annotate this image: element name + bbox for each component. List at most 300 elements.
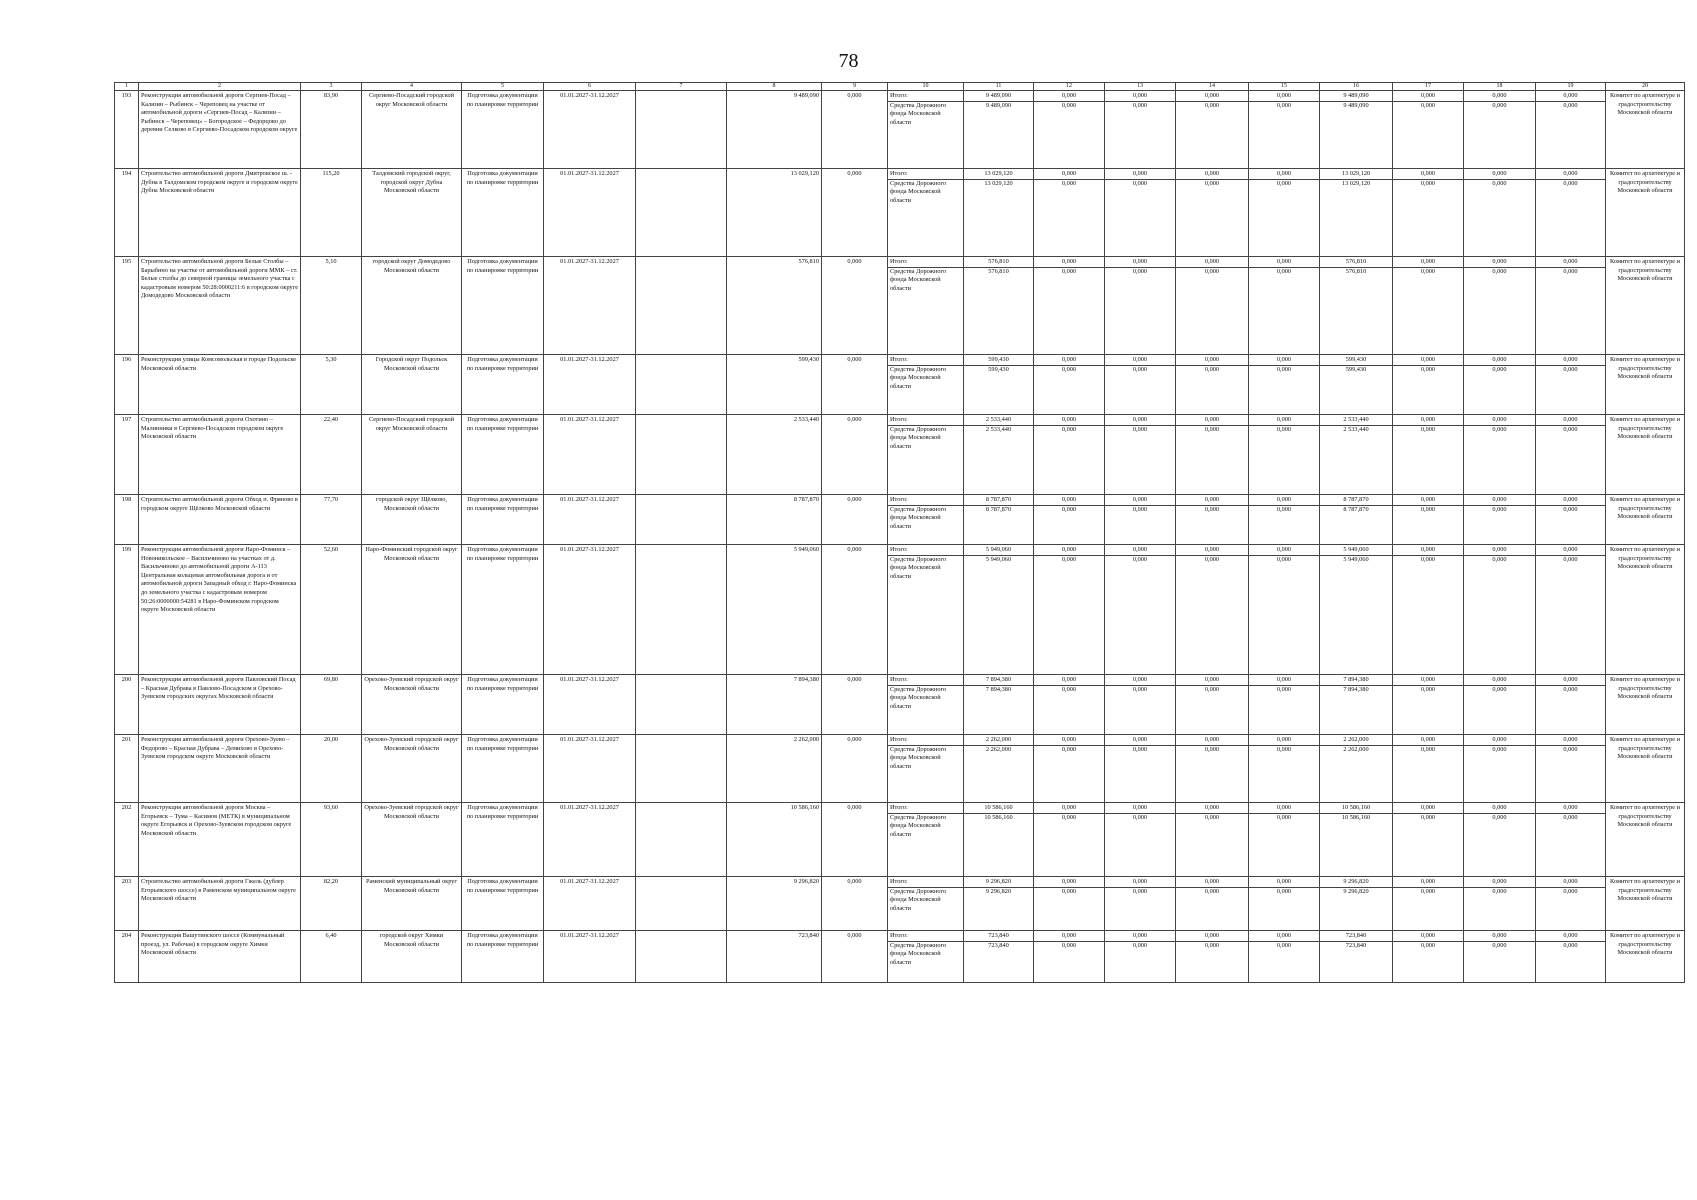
estimated-cost [727,545,822,675]
year-amount [1249,545,1320,675]
object-name [139,877,301,931]
fund-value: 723,840 [988,941,1009,949]
year-amount [1176,803,1249,877]
row-number-text: 198 [121,496,132,503]
year-amount [1536,803,1606,877]
row-number-text: 195 [121,258,132,265]
total-value: 0,000 [1132,878,1148,885]
col-header: 15 [1249,83,1320,91]
work-stage-text: Подготовка документации по планировке территории [466,736,539,752]
year-amount [1249,877,1320,931]
fund-value: 0,000 [1061,555,1077,563]
total-value: 0,000 [1061,416,1077,423]
funding-source-label: Средства Дорожного фонда Московской области [890,505,947,530]
municipality-text: Наро-Фоминский городской округ Московской области [365,546,458,562]
funding-source-label: Средства Дорожного фонда Московской области [890,941,947,966]
total-amount [964,495,1034,545]
total-amount [964,545,1034,675]
row-number-text: 196 [121,356,132,363]
table-row [115,931,1685,983]
responsible-body-text: Комитет по архитектуре и градостроительству Московской области [1610,356,1680,381]
funding-source [888,91,964,169]
total-value: 0,000 [1061,546,1077,553]
funding-source [888,355,964,415]
fund-value: 0,000 [1563,887,1578,895]
year-amount [1034,495,1105,545]
total-value: 0,000 [1492,676,1507,683]
financed-amount-text: 0,000 [847,804,862,811]
work-period [544,675,636,735]
fund-value: 0,000 [1563,101,1578,109]
capacity [301,735,362,803]
municipality [362,877,462,931]
total-value: 723,840 [1345,932,1367,939]
fund-value: 0,000 [1420,685,1436,693]
capacity [301,545,362,675]
total-value: 0,000 [1492,258,1507,265]
year-amount [1105,877,1176,931]
empty-cell [636,169,727,257]
capacity-text: 20,00 [323,736,339,743]
total-label: Итого: [890,496,908,503]
municipality-text: городской округ Домодедово Московской области [372,258,451,274]
municipality [362,169,462,257]
table-row [115,91,1685,169]
funding-source [888,495,964,545]
fund-value: 576,810 [988,267,1009,275]
year-amount [1249,735,1320,803]
work-period [544,803,636,877]
municipality-text: Городской округ Подольск Московской области [375,356,448,372]
work-period-text: 01.01.2027-31.12.2027 [560,496,619,503]
total-amount [964,415,1034,495]
year-amount [1536,355,1606,415]
municipality-text: Сергиево-Посадский городской округ Московской области [369,92,454,108]
work-period [544,877,636,931]
financed-amount-text: 0,000 [847,878,862,885]
total-value: 2 262,000 [985,736,1012,743]
year-amount [1105,415,1176,495]
object-name-text: Реконструкция автомобильной дороги Сергиев-Посад – Калязин – Рыбинск – Череповец на участке от автомобильной дороги «Сергиев-Посад – Калязин – Рыбинск – Череповец» – Богородское – Федорцово до деревни Селково в Сергиево-Посадском городском округе [141,92,298,134]
estimated-cost-text: 13 029,120 [790,170,819,177]
year-amount [1393,355,1464,415]
total-value: 0,000 [1492,804,1507,811]
fund-value: 0,000 [1276,887,1292,895]
capacity-text: 52,60 [323,546,339,553]
total-value: 7 894,380 [1343,676,1369,683]
estimated-cost [727,931,822,983]
work-stage-text: Подготовка документации по планировке территории [466,92,539,108]
col-header: 8 [727,83,822,91]
table-row [115,803,1685,877]
total-value: 599,430 [1345,356,1367,363]
table-row [115,545,1685,675]
total-value: 0,000 [1420,676,1436,683]
year-amount [1393,803,1464,877]
financed-amount [822,877,888,931]
row-number [115,355,139,415]
year-amount [1249,675,1320,735]
total-value: 0,000 [1492,878,1507,885]
fund-value: 0,000 [1563,505,1578,513]
fund-value: 0,000 [1492,101,1507,109]
empty-cell [636,735,727,803]
total-value: 0,000 [1276,546,1292,553]
financed-amount [822,545,888,675]
year-amount [1034,877,1105,931]
fund-value: 9 489,090 [1343,101,1369,109]
total-value: 0,000 [1420,878,1436,885]
year-amount [1105,91,1176,169]
work-stage-text: Подготовка документации по планировке территории [466,258,539,274]
total-value: 0,000 [1563,736,1578,743]
total-value: 0,000 [1420,932,1436,939]
total-value: 723,840 [988,932,1009,939]
fund-value: 0,000 [1061,101,1077,109]
municipality-text: Орехово-Зуевский городской округ Московской области [364,736,459,752]
capacity-text: 5,30 [325,356,337,363]
empty-cell [636,675,727,735]
work-stage [462,257,544,355]
fund-value: 0,000 [1132,813,1148,821]
total-value: 0,000 [1132,736,1148,743]
col-header: 11 [964,83,1034,91]
responsible-body-text: Комитет по архитектуре и градостроительству Московской области [1610,736,1680,761]
total-value: 0,000 [1276,496,1292,503]
funding-source-label: Средства Дорожного фонда Московской области [890,685,947,710]
budget-table [114,82,1685,983]
object-name [139,675,301,735]
total-value: 0,000 [1204,416,1220,423]
financed-amount [822,803,888,877]
year-amount [1034,735,1105,803]
responsible-body [1606,91,1685,169]
row-number-text: 199 [121,546,132,553]
total-value: 0,000 [1420,170,1436,177]
fund-value: 9 296,820 [985,887,1012,895]
fund-value: 576,810 [1345,267,1367,275]
empty-cell [636,495,727,545]
object-name-text: Строительство автомобильной дороги Обход п. Фряново в городском округе Щёлково Московской области [141,496,298,512]
work-stage [462,877,544,931]
fund-value: 9 489,090 [985,101,1012,109]
fund-value: 0,000 [1276,505,1292,513]
object-name [139,91,301,169]
capacity [301,355,362,415]
work-stage-text: Подготовка документации по планировке территории [466,496,539,512]
work-period-text: 01.01.2027-31.12.2027 [560,170,619,177]
responsible-body [1606,931,1685,983]
work-stage [462,495,544,545]
total-value: 9 296,820 [985,878,1012,885]
fund-value: 0,000 [1420,101,1436,109]
year-amount [1393,545,1464,675]
funding-source [888,169,964,257]
fund-value: 0,000 [1061,887,1077,895]
work-stage [462,735,544,803]
year-amount [1249,91,1320,169]
col-header: 9 [822,83,888,91]
responsible-body [1606,169,1685,257]
responsible-body-text: Комитет по архитектуре и градостроительству Московской области [1610,878,1680,903]
total-value: 9 296,820 [1343,878,1369,885]
responsible-body-text: Комитет по архитектуре и градостроительству Московской области [1610,932,1680,957]
total-amount [964,91,1034,169]
funding-source-label: Средства Дорожного фонда Московской области [890,745,947,770]
fund-value: 0,000 [1420,813,1436,821]
table-row [115,735,1685,803]
work-period-text: 01.01.2027-31.12.2027 [560,258,619,265]
estimated-cost-text: 9 296,820 [793,878,819,885]
total-value: 0,000 [1061,736,1077,743]
year-amount [1105,735,1176,803]
fund-value: 0,000 [1204,505,1220,513]
col-header: 3 [301,83,362,91]
year-2027-amount [1320,877,1393,931]
year-amount [1034,257,1105,355]
financed-amount-text: 0,000 [847,170,862,177]
year-amount [1034,803,1105,877]
estimated-cost-text: 723,840 [798,932,819,939]
total-label: Итого: [890,804,908,811]
financed-amount-text: 0,000 [847,496,862,503]
work-stage [462,91,544,169]
capacity [301,257,362,355]
total-amount [964,877,1034,931]
total-label: Итого: [890,258,908,265]
row-number [115,545,139,675]
object-name-text: Реконструкция автомобильной дороги Орехово-Зуево – Федорово – Красная Дубрава – Демихово в Орехово-Зуевском городском округе Московской области [141,736,290,761]
year-amount [1464,91,1536,169]
fund-value: 599,430 [1345,365,1367,373]
total-value: 0,000 [1563,258,1578,265]
total-value: 0,000 [1132,356,1148,363]
financed-amount [822,91,888,169]
funding-source [888,257,964,355]
capacity-text: 83,90 [323,92,339,99]
total-value: 576,810 [1345,258,1367,265]
funding-source [888,735,964,803]
year-amount [1105,803,1176,877]
col-header: 13 [1105,83,1176,91]
fund-value: 0,000 [1276,425,1292,433]
fund-value: 0,000 [1204,365,1220,373]
fund-value: 0,000 [1420,745,1436,753]
fund-value: 0,000 [1492,179,1507,187]
municipality-text: Орехово-Зуевский городской округ Московской области [364,804,459,820]
total-value: 2 262,000 [1343,736,1369,743]
total-value: 0,000 [1061,676,1077,683]
total-value: 0,000 [1563,416,1578,423]
year-amount [1393,257,1464,355]
empty-cell [636,877,727,931]
fund-value: 0,000 [1132,179,1148,187]
financed-amount-text: 0,000 [847,92,862,99]
work-stage-text: Подготовка документации по планировке территории [466,170,539,186]
total-amount [964,735,1034,803]
fund-value: 0,000 [1061,813,1077,821]
year-2027-amount [1320,675,1393,735]
row-number-text: 202 [121,804,132,811]
year-amount [1034,91,1105,169]
year-amount [1176,877,1249,931]
fund-value: 0,000 [1276,267,1292,275]
total-value: 0,000 [1276,736,1292,743]
col-header: 19 [1536,83,1606,91]
funding-source-label: Средства Дорожного фонда Московской области [890,813,947,838]
total-value: 5 949,060 [985,546,1012,553]
year-amount [1034,355,1105,415]
col-header: 1 [115,83,139,91]
funding-source [888,675,964,735]
table-row [115,257,1685,355]
fund-value: 0,000 [1061,505,1077,513]
total-label: Итого: [890,932,908,939]
fund-value: 0,000 [1492,365,1507,373]
financed-amount [822,931,888,983]
fund-value: 0,000 [1492,745,1507,753]
fund-value: 10 586,160 [1341,813,1371,821]
year-amount [1393,495,1464,545]
work-period [544,355,636,415]
fund-value: 0,000 [1204,179,1220,187]
total-value: 599,430 [988,356,1009,363]
table-row [115,415,1685,495]
year-amount [1536,545,1606,675]
row-number [115,735,139,803]
capacity-text: 77,70 [323,496,339,503]
year-amount [1393,675,1464,735]
fund-value: 0,000 [1420,555,1436,563]
fund-value: 0,000 [1204,101,1220,109]
object-name [139,355,301,415]
year-amount [1393,91,1464,169]
financed-amount [822,495,888,545]
fund-value: 7 894,380 [985,685,1012,693]
estimated-cost-text: 8 787,870 [793,496,819,503]
total-amount [964,675,1034,735]
fund-value: 0,000 [1492,813,1507,821]
fund-value: 0,000 [1276,365,1292,373]
total-value: 2 533,440 [985,416,1012,423]
municipality [362,545,462,675]
total-value: 0,000 [1276,356,1292,363]
estimated-cost [727,877,822,931]
fund-value: 13 029,120 [984,179,1013,187]
year-amount [1464,415,1536,495]
object-name [139,169,301,257]
total-label: Итого: [890,878,908,885]
total-value: 0,000 [1492,932,1507,939]
year-amount [1176,545,1249,675]
work-stage-text: Подготовка документации по планировке территории [466,356,539,372]
year-2027-amount [1320,545,1393,675]
fund-value: 0,000 [1061,745,1077,753]
municipality [362,931,462,983]
total-value: 10 586,160 [1341,804,1371,811]
estimated-cost-text: 10 586,160 [790,804,819,811]
funding-source-label: Средства Дорожного фонда Московской области [890,267,947,292]
table-row [115,877,1685,931]
work-stage [462,169,544,257]
fund-value: 0,000 [1132,685,1148,693]
fund-value: 0,000 [1204,555,1220,563]
financed-amount-text: 0,000 [847,258,862,265]
fund-value: 0,000 [1420,941,1436,949]
total-amount [964,355,1034,415]
total-label: Итого: [890,736,908,743]
year-amount [1176,735,1249,803]
total-value: 0,000 [1492,92,1507,99]
total-value: 0,000 [1563,92,1578,99]
fund-value: 0,000 [1276,101,1292,109]
row-number-text: 203 [121,878,132,885]
total-amount [964,803,1034,877]
object-name [139,495,301,545]
empty-cell [636,931,727,983]
year-amount [1105,495,1176,545]
fund-value: 0,000 [1204,267,1220,275]
responsible-body-text: Комитет по архитектуре и градостроительству Московской области [1610,258,1680,283]
total-label: Итого: [890,356,908,363]
empty-cell [636,355,727,415]
estimated-cost-text: 5 949,060 [793,546,819,553]
year-amount [1105,169,1176,257]
total-value: 0,000 [1276,92,1292,99]
col-header: 18 [1464,83,1536,91]
col-header: 20 [1606,83,1685,91]
total-value: 8 787,870 [1343,496,1369,503]
fund-value: 0,000 [1132,425,1148,433]
object-name-text: Реконструкция автомобильной дороги Москва – Егорьевск – Тума – Касимов (МЕТК) в муниципальном округе Егорьевск и Орехово-Зуевском городском округе Московской области [141,804,292,837]
object-name [139,415,301,495]
object-name-text: Реконструкция автомобильной дороги Павловский Посад – Красная Дубрава в Павлово-Посадском и Орехово-Зуевском городских округах Московской области [141,676,296,701]
year-amount [1034,545,1105,675]
object-name-text: Реконструкция Вашутинского шоссе (Коммунальный проезд, ул. Рабочая) в городском округе Химки Московской области [141,932,285,957]
year-amount [1034,931,1105,983]
estimated-cost [727,91,822,169]
year-amount [1464,803,1536,877]
fund-value: 0,000 [1204,425,1220,433]
object-name-text: Строительство автомобильной дороги Дмитровское ш. - Дубна в Талдомском городском округе и городском округе Дубна Московской области [141,170,298,195]
funding-source [888,877,964,931]
total-value: 576,810 [988,258,1009,265]
col-header: 17 [1393,83,1464,91]
municipality [362,91,462,169]
total-value: 0,000 [1563,356,1578,363]
year-2027-amount [1320,355,1393,415]
row-number [115,169,139,257]
municipality-text: городской округ Щёлково, Московской области [376,496,447,512]
year-amount [1176,495,1249,545]
row-number-text: 193 [121,92,132,99]
work-stage-text: Подготовка документации по планировке территории [466,416,539,432]
year-2027-amount [1320,169,1393,257]
total-amount [964,257,1034,355]
empty-cell [636,257,727,355]
total-value: 0,000 [1061,170,1077,177]
total-value: 0,000 [1420,356,1436,363]
fund-value: 0,000 [1132,505,1148,513]
funding-source [888,931,964,983]
work-stage [462,545,544,675]
total-value: 0,000 [1492,356,1507,363]
total-value: 13 029,120 [984,170,1013,177]
work-stage-text: Подготовка документации по планировке территории [466,804,539,820]
capacity [301,495,362,545]
municipality-text: Раменский муниципальный округ Московской области [365,878,457,894]
fund-value: 0,000 [1563,941,1578,949]
